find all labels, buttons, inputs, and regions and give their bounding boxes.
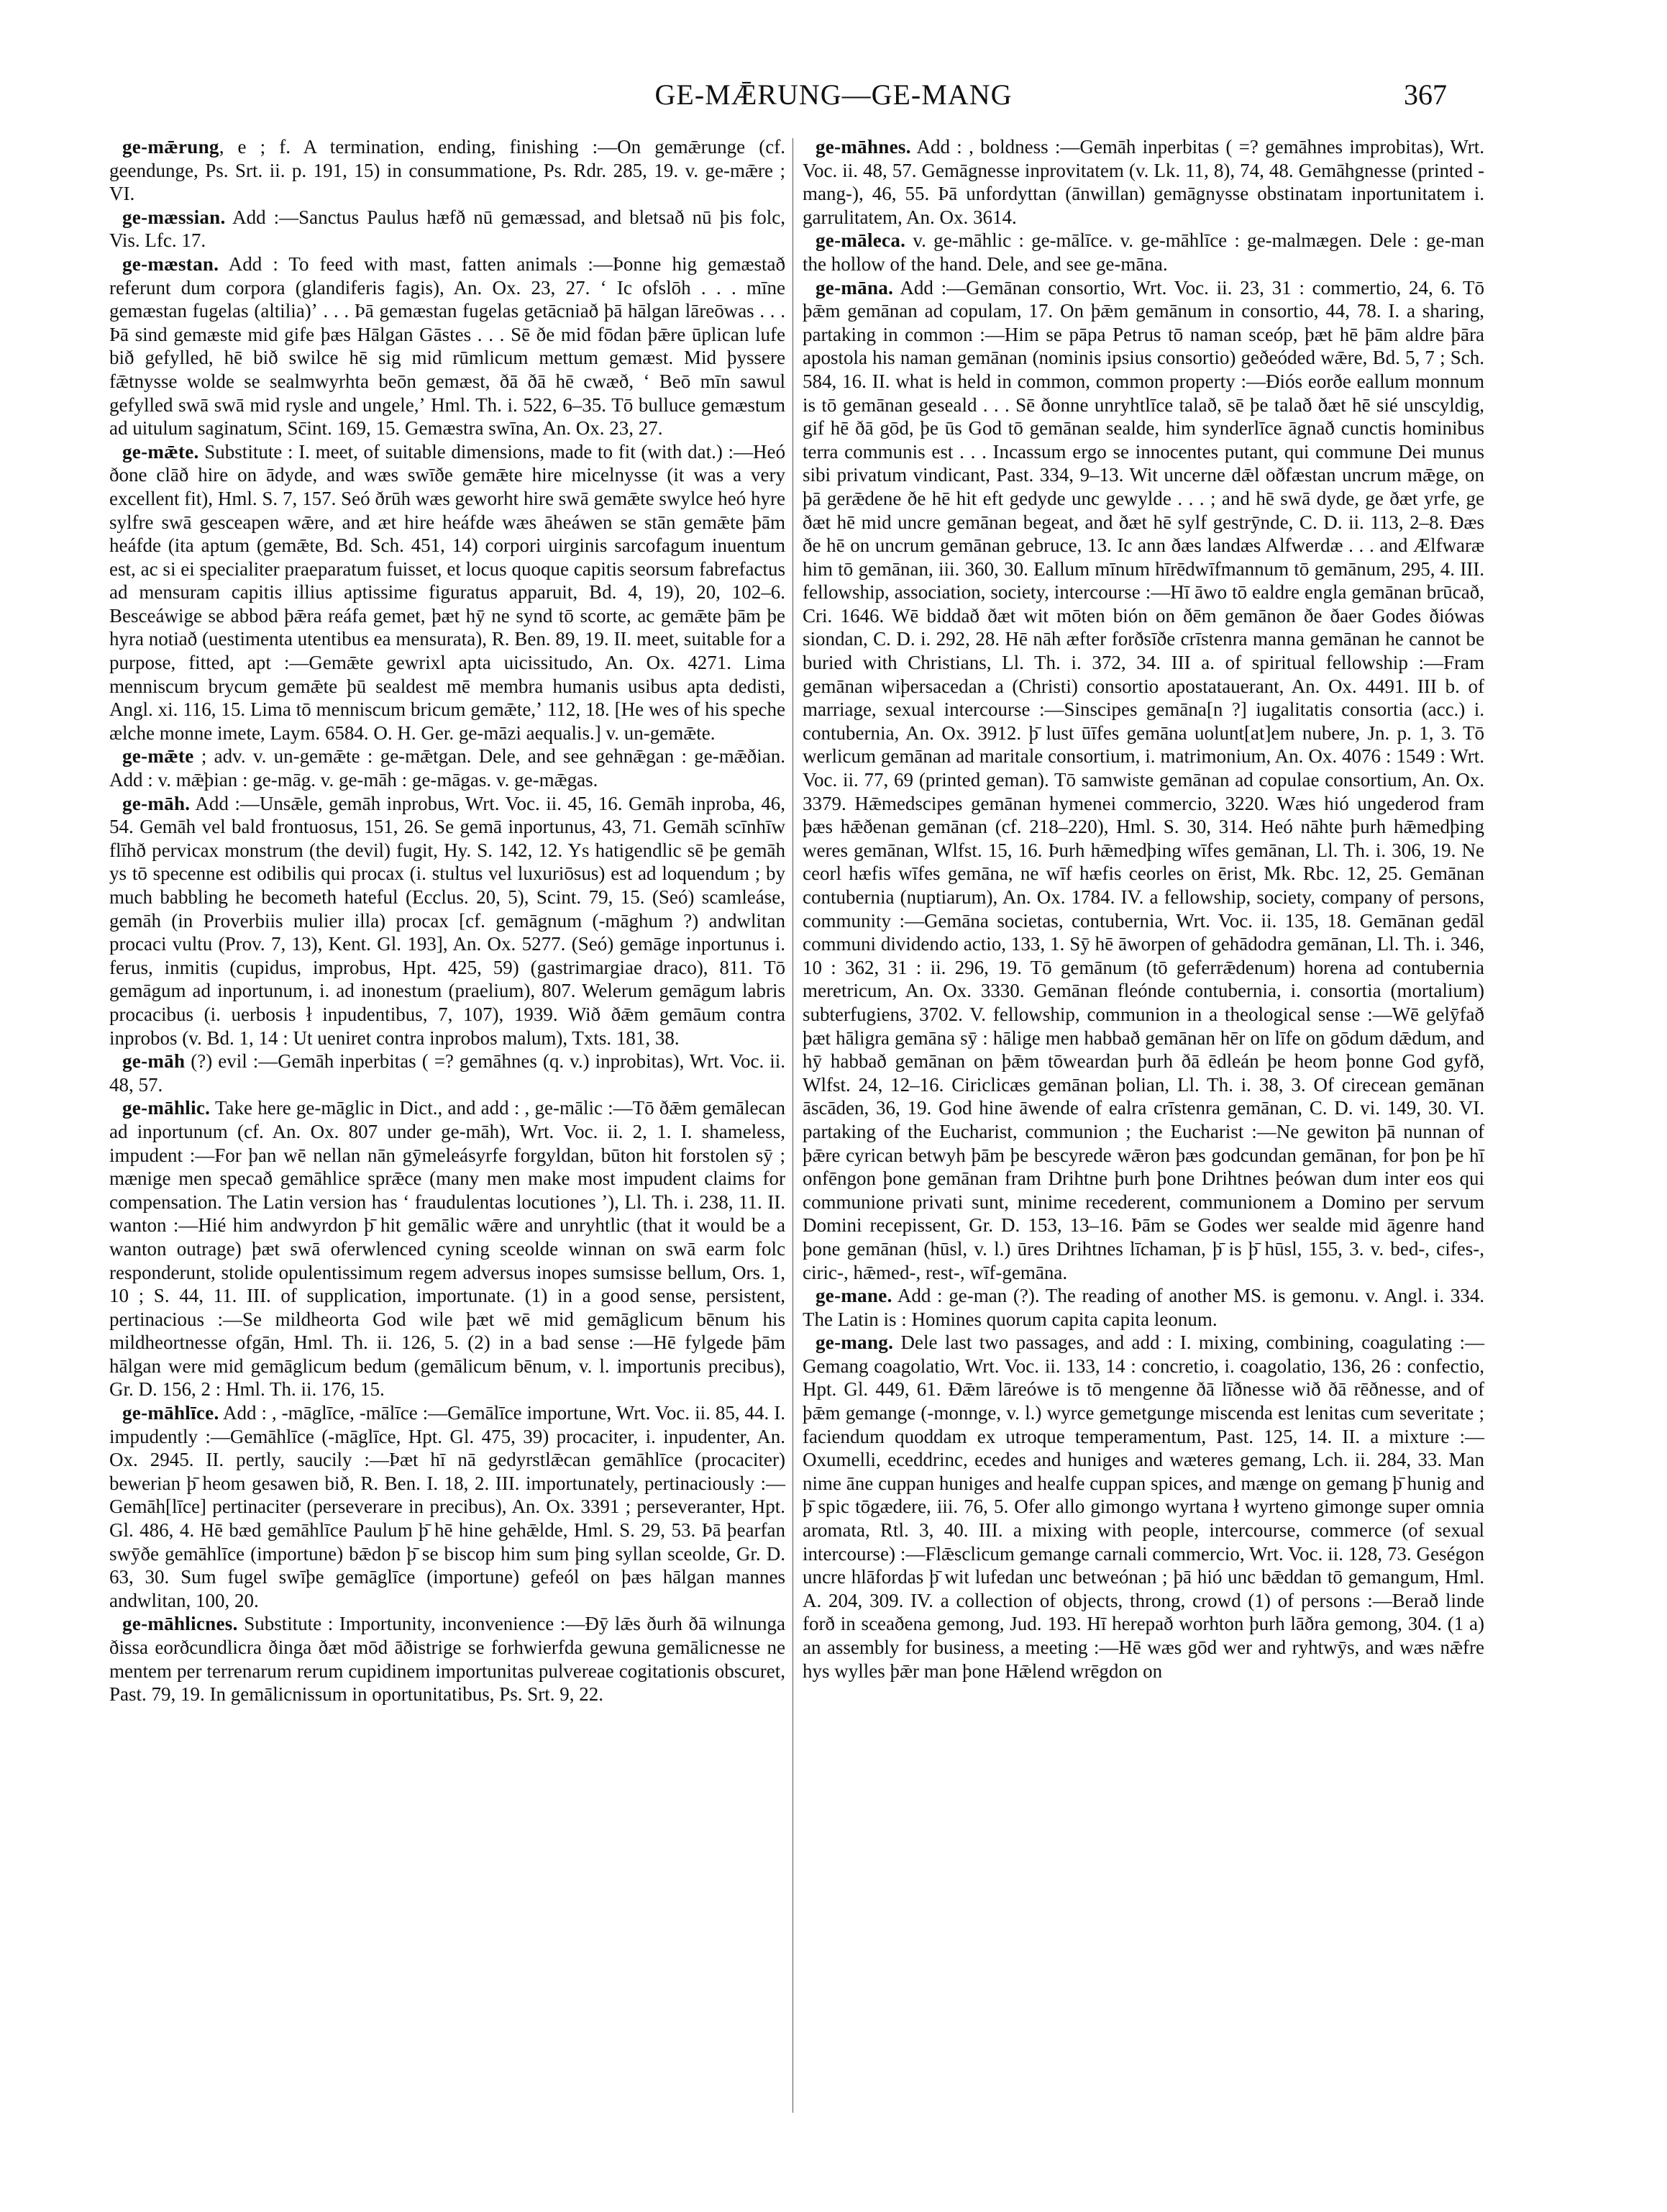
entry-headword: ge-māhnes. xyxy=(816,136,911,158)
page-number: 367 xyxy=(1404,78,1447,111)
entry-text: Add : To feed with mast, fatten animals :—Þonne hig gemæstað referunt dum corpora (glandiferis fagis), An. Ox. 23, 27. ʻ Ic ofslōh . . . mīne gemæstan fugelas (altilia)ʼ . . . Þā gemæstan fugelas getācniað þā hālgan lāreōwas . . . Þā sind gemæste mid gife þæs Hālgan Gāstes . . . Sē ðe mid fōdan þǣre ūplican lufe bið gefylled, hē bið swilce hē sig mid rūmlicum mettum gemæst. Mid þyssere fǣtnysse wolde se sealmwyrhta beōn gemæst, ðā ðā hē cwæð, ʻ Beō mīn sawul gefylled swā swā mid rysle and ungele,ʼ Hml. Th. i. 522, 6–35. Tō bulluce gemæstum ad uitulum saginatum, Sc̄int. 169, 15. Gemæstra swīna, An. Ox. 23, 27. xyxy=(109,252,785,440)
entry-headword: ge-mǣte. xyxy=(122,440,199,463)
left-column xyxy=(109,135,785,1706)
dictionary-entry xyxy=(109,792,785,1050)
entry-text: Add :—Gemānan consortio, Wrt. Voc. ii. 23, 31 : commertio, 24, 6. Tō þǣm gemānan ad copulam, 17. On þǣm gemānum in consortio, 44, 78. I. a sharing, partaking in common :—Him se pāpa Petrus tō naman sceóp, þæt hē þām aldre þāra apostola his naman gemānan (nominis ipsius consortio) geðeóded wǣre, Bd. 5, 7 ; Sch. 584, 16. II. what is held in common, common property :—Ðiós eorðe eallum monnum is tō gemānan geseald . . . Sē ðonne unryhtlīce talað, sē þe talað ðæt hē sié unscyldig, gif hē ðā gōd, þe ūs God tō gemānan sealde, him synderlīce āgnað cunctis hominibus terra communis est . . . Incassum ergo se innocentes putant, qui commune Dei munus sibi privatum vindicant, Past. 334, 9–13. Wit uncerne dǣl oðfæstan uncrum mǣge, on þā gerǣdene ðe hē hit eft gedyde unc gewylde . . . ; and hē swā dyde, ge ðæt yrfe, ge ðæt hē mid uncre gemānan begeat, and ðæt hē sylf gestrȳnde, C. D. ii. 113, 2–8. Ðæs ðe hē on uncrum gemānan gebruce, 13. Ic ann ðæs landæs Alfwerdæ . . . and Ælfwaræ him tō gemānan, iii. 360, 30. Eallum mīnum hīrēdwīfmannum tō gemānum, 295, 4. III. fellowship, association, society, intercourse :—Hī āwo tō ealdre engla gemānan brūcað, Cri. 1646. Wē biddað ðæt wit mōten bión on ðēm gemānon ðe ðaer Godes ðiówas siondan, C. D. i. 292, 28. Hē nāh æfter forðsīðe crīstenra manna gemānan he cannot be buried with Christians, Ll. Th. i. 372, 34. III a. of spiritual fellowship :—Fram gemānan wiþersacedan a (Christi) consortio apostatauerant, An. Ox. 4491. III b. of marriage, sexual intercourse :—Sinscipes gemāna[n ?] iugalitatis consortia (acc.) i. contubernia, An. Ox. 3912. þ̄ lust ūīfes gemāna uolunt[at]em nubere, Jn. p. 1, 3. Tō werlicum gemānan ad maritale consortium, i. matrimonium, An. Ox. 4076 : 1549 : Wrt. Voc. ii. 77, 69 (printed geman). Tō samwiste gemānan ad copulae consortium, An. Ox. 3379. Hǣmedscipes gemānan hymenei commercio, 3220. Wæs hió ungederod fram þæs hǣðenan gemānan (cf. 218–220), Hml. S. 30, 314. Heó nāhte þurh hǣmedþing weres gemānan, Wlfst. 15, 16. Þurh hǣmedþing wīfes gemānan, Ll. Th. i. 306, 19. Ne ceorl hæfis wīfes gemāna, ne wīf hæfis ceorles on ērist, Mk. Rbc. 12, 25. Gemānan contubernia (nuptiarum), An. Ox. 1784. IV. a fellowship, society, company of persons, community :—Gemāna societas, contubernia, Wrt. Voc. ii. 135, 18. Gemānan gedāl communi dividendo actio, 133, 1. Sȳ hē āworpen of gehādodra gemānan, Ll. Th. i. 346, 10 : 362, 31 : ii. 296, 19. Tō gemānum (tō geferrǣdenum) horena ad contubernia meretricum, An. Ox. 3330. Gemānan fleónde contubernia, i. consortia (mortalium) subterfugiens, 3702. V. fellowship, communion in a theological sense :—Wē gelȳfað þæt hāligra gemāna sȳ : hālige men habbað gemānan hēr on līfe on gōdum dǣdum, and hȳ habbað gemānan on þǣm tōweardan þurh ðā ēdleán þe heom þonne God gyfð, Wlfst. 24, 12–16. Ciriclicæs gemānan þolian, Ll. Th. i. 38, 3. Of cirecean gemānan āscāden, 36, 19. God hine āwende of ealra crīstenra gemānan, C. D. vi. 149, 30. VI. partaking of the Eucharist, communion ; the Eucharist :—Ne gewiton þā nunnan of þǣre cyrican betwyh þām þe bescyrede wǣron þæs godcundan gemānan, for þon þe hī onfēngon þone gemānan fram Drihtne þurh þone Drihtnes þeówan dum inter eos qui communione privati sunt, minime recederent, communionem a Domino per servum Domini recepissent, Gr. D. 153, 13–16. Þām se Godes wer sealde mid āgenre hand þone gemānan (hūsl, v. l.) ūres Drihtnes līchaman, þ̄ is þ̄ hūsl, 155, 3. v. bed-, cifes-, ciric-, hǣmed-, rest-, wīf-gemāna. xyxy=(803,276,1484,1283)
running-title: GE-MǢRUNG—GE-MANG xyxy=(654,78,1013,111)
entry-text: ; adv. v. un-gemǣte : ge-mǣtgan. Dele, and see gehnǣgan : ge-mǣðian. Add : v. mǣþian : ge-māg. v. ge-māh : ge-māgas. v. ge-mǣgas. xyxy=(109,745,785,791)
dictionary-entry xyxy=(109,252,785,440)
entry-headword: ge-mǣte xyxy=(122,745,194,768)
entry-text: Add :—Sanctus Paulus hæfð nū gemæssad, and bletsað nū þis folc, Vis. Lfc. 17. xyxy=(109,206,785,252)
dictionary-entry xyxy=(109,1050,785,1096)
entry-headword: ge-māhlic. xyxy=(122,1097,211,1119)
dictionary-entry xyxy=(803,1331,1484,1683)
entry-headword: ge-māleca. xyxy=(816,229,906,252)
entry-headword: ge-māhlīce. xyxy=(122,1402,219,1424)
entry-text: Substitute : I. meet, of suitable dimensions, made to fit (with dat.) :—Heó ðone clāð hire on ādyde, and wæs swīðe gemǣte hire micelnysse (it was a very excellent fit), Hml. S. 7, 157. Seó ðrūh wæs geworht hire swā gemǣte swylce heó hyre sylfre swā gesceapen wǣre, and æt hire heáfde wæs āheáwen se stān gemǣte þām heáfde (ita aptum (gemǣte, Bd. Sch. 451, 14) corpori uirginis sarcofagum inuentum est, ac si ei specialiter praeparatum fuisset, et locus quoque capitis seorsum fabrefactus ad mensuram capitis illius aptissime figuratus apparuit, Bd. 4, 19), 20, 102–6. Besceáwige se abbod þǣra reáfa gemet, þæt hȳ ne synd tō scorte, ac gemǣte þām þe hyra notiað (uestimenta utentibus ea mensurata), R. Ben. 89, 19. II. meet, suitable for a purpose, fitted, apt :—Gemǣte gewrixl apta uicissitudo, An. Ox. 4271. Lima menniscum brycum gemǣte þū sealdest mē membra humanis usibus apta dedisti, Angl. xi. 116, 15. Lima tō menniscum bricum gemǣte,ʼ 112, 18. [He wes of his speche ælche monne imete, Laym. 6584. O. H. Ger. ge-māzi aequalis.] v. un-gemǣte. xyxy=(109,440,785,744)
entry-headword: ge-mæssian. xyxy=(122,206,226,228)
entry-headword: ge-māna. xyxy=(816,276,894,299)
entry-text: (?) evil :—Gemāh inperbitas ( =? gemāhnes (q. v.) inprobitas), Wrt. Voc. ii. 48, 57. xyxy=(109,1050,785,1096)
dictionary-entry xyxy=(803,229,1484,276)
dictionary-entry xyxy=(109,206,785,252)
entry-text: Add : , -māglīce, -mālīce :—Gemālīce importune, Wrt. Voc. ii. 85, 44. I. impudently :—Gemāhlīce (-māglīce, Hpt. Gl. 475, 39) procaciter, i. inpudenter, An. Ox. 2945. II. pertly, saucily :—Þæt hī nā gedyrstlǣcan gemāhlīce (procaciter) bewerian þ̄ heom gesawen bið, R. Ben. I. 18, 2. III. importunately, pertinaciously :—Gemāh[līce] pertinaciter (perseverare in precibus), An. Ox. 3391 ; perseveranter, Hpt. Gl. 486, 4. Hē bæd gemāhlīce Paulum þ̄ hē hine gehǣlde, Hml. S. 29, 53. Þā þearfan swȳðe gemāhlīce (importune) bǣdon þ̄ se biscop him sum þing syllan sceolde, Gr. D. 63, 30. Sum fugel swīþe gemāglīce (importune) gefeól on þæs hālgan mannes andwlitan, 100, 20. xyxy=(109,1402,785,1611)
dictionary-entry xyxy=(109,1612,785,1706)
entry-text: Dele last two passages, and add : I. mixing, combining, coagulating :—Gemang coagolatio, Wrt. Voc. ii. 133, 14 : concretio, i. coagolatio, 136, 26 : confectio, Hpt. Gl. 449, 61. Ðǣm lāreówe is tō mengenne ðā līðnesse wið ðā rēðnesse, and of þǣm gemange (-monnge, v. l.) wyrce gemetgunge miscenda est lenitas cum severitate ; faciendum quoddam ex utroque temperamentum, Past. 125, 14. II. a mixture :—Oxumelli, eceddrinc, ecedes and huniges and wæteres gemang, Lch. ii. 284, 33. Man nime āne cuppan huniges and healfe cuppan spices, and mænge on gemang þ̄ hunig and þ̄ spic tōgædere, iii. 76, 5. Ofer allo gimongo wyrtana ł wyrteno gimonge super omnia aromata, Rtl. 3, 40. III. a mixing with people, intercourse, commerce (of sexual intercourse) :—Flǣsclicum gemange carnali commercio, Wrt. Voc. ii. 128, 73. Geségon uncre hlāfordas þ̄ wit lufedan unc betweónan ; þā hió unc bǣddan tō gemangum, Hml. A. 204, 309. IV. a collection of objects, throng, crowd (1) of persons :—Berað linde forð in sceaðena gemong, Jud. 193. Hī herepað worhton þurh lāðra gemong, 304. (1 a) an assembly for business, a meeting :—Hē wæs gōd wer and ryhtwȳs, and wæs nǣfre hys wylles þǣr man þone Hǣlend wrēgdon on xyxy=(803,1332,1484,1682)
entry-text: Add :—Unsǣle, gemāh inprobus, Wrt. Voc. ii. 45, 16. Gemāh inproba, 46, 54. Gemāh vel bald frontuosus, 151, 26. Se gemā inportunus, 43, 71. Gemāh scīnhīw flīhð pervicax monstrum (the devil) fugit, Hy. S. 142, 12. Ys hatigendlic sē þe gemāh ys tō specenne est odibilis qui procax (i. stultus vel luxuriōsus) est ad loquendum ; by much babbling he becometh hateful (Ecclus. 20, 5), Scint. 79, 15. (Seó) scamleáse, gemāh (in Proverbiis mulier illa) procax [cf. gemāgnum (-māghum ?) andwlitan procaci vultu (Prov. 7, 13), Kent. Gl. 193], An. Ox. 5277. (Seó) gemāge inportunus i. ferus, inmitis (cupidus, improbus, Hpt. 425, 59) (gastrimargiae draco), 811. Tō gemāgum ad inportunum, i. ad inonestum (praelium), 807. Welerum gemāgum labris procacibus (i. uerbosis ł inpudentibus, 7, 107), 1939. Wið ðǣm gemāum contra inprobos (v. Bd. 1, 14 : Ut ueniret contra inprobos malum), Txts. 181, 38. xyxy=(109,792,785,1049)
entry-text: Substitute : Importunity, inconvenience :—Ðȳ lǣs ðurh ðā wilnunga ðissa eorðcundlicra ðinga ðæt mōd āðistrige se forhwierfda gewuna gemālicnesse ne mentem per terrenarum rerum cupidinem importunitas pulvereae cogitationis obscuret, Past. 79, 19. In gemālicnissum in oportunitatibus, Ps. Srt. 9, 22. xyxy=(109,1613,785,1706)
entry-headword: ge-mane. xyxy=(816,1285,892,1307)
entry-text: , e ; f. A termination, ending, finishing :—On gemǣrunge (cf. geendunge, Ps. Srt. ii. p. 191, 15) in consummatione, Ps. Rdr. 285, 19. v. ge-mǣre ; VI. xyxy=(109,136,785,205)
entry-text: v. ge-māhlic : ge-mālīce. v. ge-māhlīce : ge-malmægen. Dele : ge-man the hollow of the hand. Dele, and see ge-māna. xyxy=(803,229,1484,275)
dictionary-entry xyxy=(109,745,785,791)
entry-headword: ge-māh xyxy=(122,1050,186,1073)
entry-headword: ge-māhlicnes. xyxy=(122,1613,238,1635)
entry-headword: ge-māh. xyxy=(122,792,191,814)
dictionary-entry xyxy=(109,1096,785,1401)
dictionary-entry xyxy=(109,135,785,206)
entry-text: Add : ge-man (?). The reading of another MS. is gemonu. v. Angl. i. 334. The Latin is : Homines quorum capita capita leonum. xyxy=(803,1285,1484,1330)
entry-text: Add : , boldness :—Gemāh inperbitas ( =? gemāhnes improbitas), Wrt. Voc. ii. 48, 57. Gemāgnesse inprovitatem (v. Lk. 11, 8), 74, 48. Gemāhgnesse (printed -mang-), 46, 55. Þā unfordyttan (ānwillan) gemāgnysse obstinatam inportunitatem i. garrulitatem, An. Ox. 3614. xyxy=(803,136,1484,228)
right-column xyxy=(803,135,1484,1683)
entry-headword: ge-mang. xyxy=(816,1332,894,1354)
dictionary-entry xyxy=(803,276,1484,1285)
entry-headword: ge-mæstan. xyxy=(122,252,219,275)
entry-text: Take here ge-māglic in Dict., and add : , ge-mālic :—Tō ðǣm gemālecan ad inportunum (cf. An. Ox. 807 under ge-māh), Wrt. Voc. ii. 2, 1. I. shameless, impudent :—For þan wē nellan nān gȳmeleásyrfe forgyldan, būton hit forstolen sȳ ; mænige men specað gemāhlice sprǣce (many men make most impudent claims for compensation. The Latin version has ʻ fraudulentas locutiones ʼ), Ll. Th. i. 238, 11. II. wanton :—Hié him andwyrdon þ̄ hit gemālic wǣre and unryhtlic (that it would be a wanton outrage) þæt swā oferwlenced cyning sceolde winnan on swā earm folc responderunt, stolide opulentissimum regem adversus inopes sumsisse bellum, Ors. 1, 10 ; S. 44, 11. III. of supplication, importunate. (1) in a good sense, persistent, pertinacious :—Se mildheorta God wile þæt wē mid gemāglicum bēnum his mildheortnesse ofgān, Hml. Th. ii. 126, 5. (2) in a bad sense :—Hē fylgede þām hālgan were mid gemāglicum bedum (gemālicum bēnum, v. l. importunis precibus), Gr. D. 156, 2 : Hml. Th. ii. 176, 15. xyxy=(109,1097,785,1401)
dictionary-entry xyxy=(803,1284,1484,1331)
dictionary-entry xyxy=(109,1401,785,1612)
entry-headword: ge-mǣrung xyxy=(122,136,219,158)
dictionary-entry xyxy=(109,440,785,745)
dictionary-entry xyxy=(803,135,1484,229)
